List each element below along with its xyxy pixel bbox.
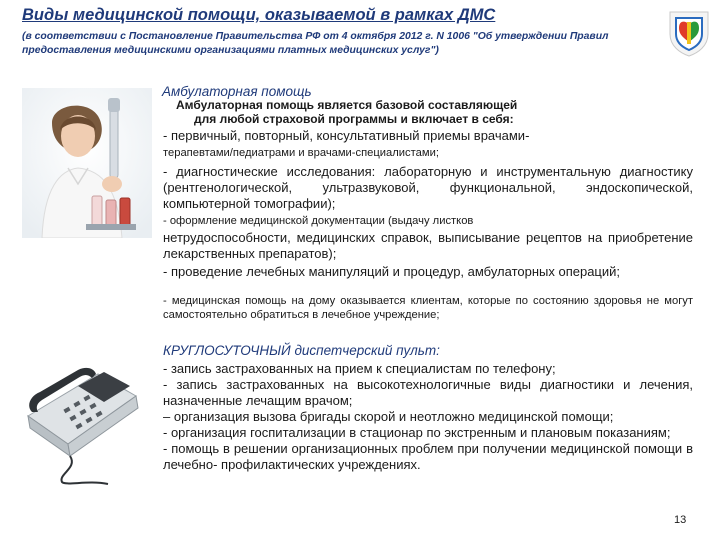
ambulatory-item-2: - диагностические исследования: лабораторную и инструментальную диагностику (рентгенологической, ультразвуковой, функциональной, эндоскопической, компьютерной томографии); xyxy=(163,164,693,211)
dispatch-heading: КРУГЛОСУТОЧНЫЙ диспетчерский пульт: xyxy=(163,343,440,358)
ambulatory-intro xyxy=(176,98,517,126)
item3-rest: нетрудоспособности, медицинских справок, выписывание рецептов на приобретение лекарственных препаратов); xyxy=(163,230,693,261)
page-number: 13 xyxy=(674,514,687,526)
dispatch-item: - организация госпитализации в стационар по экстренным и плановым показаниям; xyxy=(163,425,671,440)
ambulatory-item-4: - проведение лечебных манипуляций и процедур, амбулаторных операций; xyxy=(163,264,621,279)
dispatch-item: - помощь в решении организационных проблем при получении медицинской помощи в лечебно- профилактических учреждениях. xyxy=(163,441,693,472)
intro-line-1: Амбулаторная помощь является базовой составляющей xyxy=(176,98,518,112)
emblem-logo xyxy=(666,8,712,58)
item1-line-2: терапевтами/педиатрами и врачами-специалистами; xyxy=(163,147,439,159)
dispatch-item: – организация вызова бригады скорой и неотложно медицинской помощи; xyxy=(163,409,614,424)
ambulatory-item-1 xyxy=(163,128,693,160)
intro-line-2: для любой страховой программы и включает в себя: xyxy=(194,112,514,126)
dispatch-list xyxy=(163,361,693,473)
ambulatory-heading: Амбулаторная помощь xyxy=(162,84,312,99)
item3-line-1: - оформление медицинской документации (выдачу листков xyxy=(163,215,474,227)
telephone-image xyxy=(18,356,158,486)
doctor-photo xyxy=(22,88,152,238)
ambulatory-item-3 xyxy=(163,214,693,262)
dispatch-item: - запись застрахованных на прием к специалистам по телефону; xyxy=(163,361,556,376)
page-subtitle: (в соответствии с Постановление Правительства РФ от 4 октября 2012 г. N 1006 "Об утверждении Правил предоставления медицинскими организациями платных медицинских услуг") xyxy=(22,31,609,56)
ambulatory-item-5: - медицинская помощь на дому оказывается клиентам, которые по состоянию здоровья не могут самостоятельно обратиться в лечебное учреждение; xyxy=(163,295,693,321)
page-title: Виды медицинской помощи, оказываемой в рамках ДМС xyxy=(22,6,496,24)
item1-line-1: - первичный, повторный, консультативный приемы врачами- xyxy=(163,128,530,143)
dispatch-item: - запись застрахованных на высокотехнологичные виды диагностики и лечения, назначенные лечащим врачом; xyxy=(163,377,693,408)
